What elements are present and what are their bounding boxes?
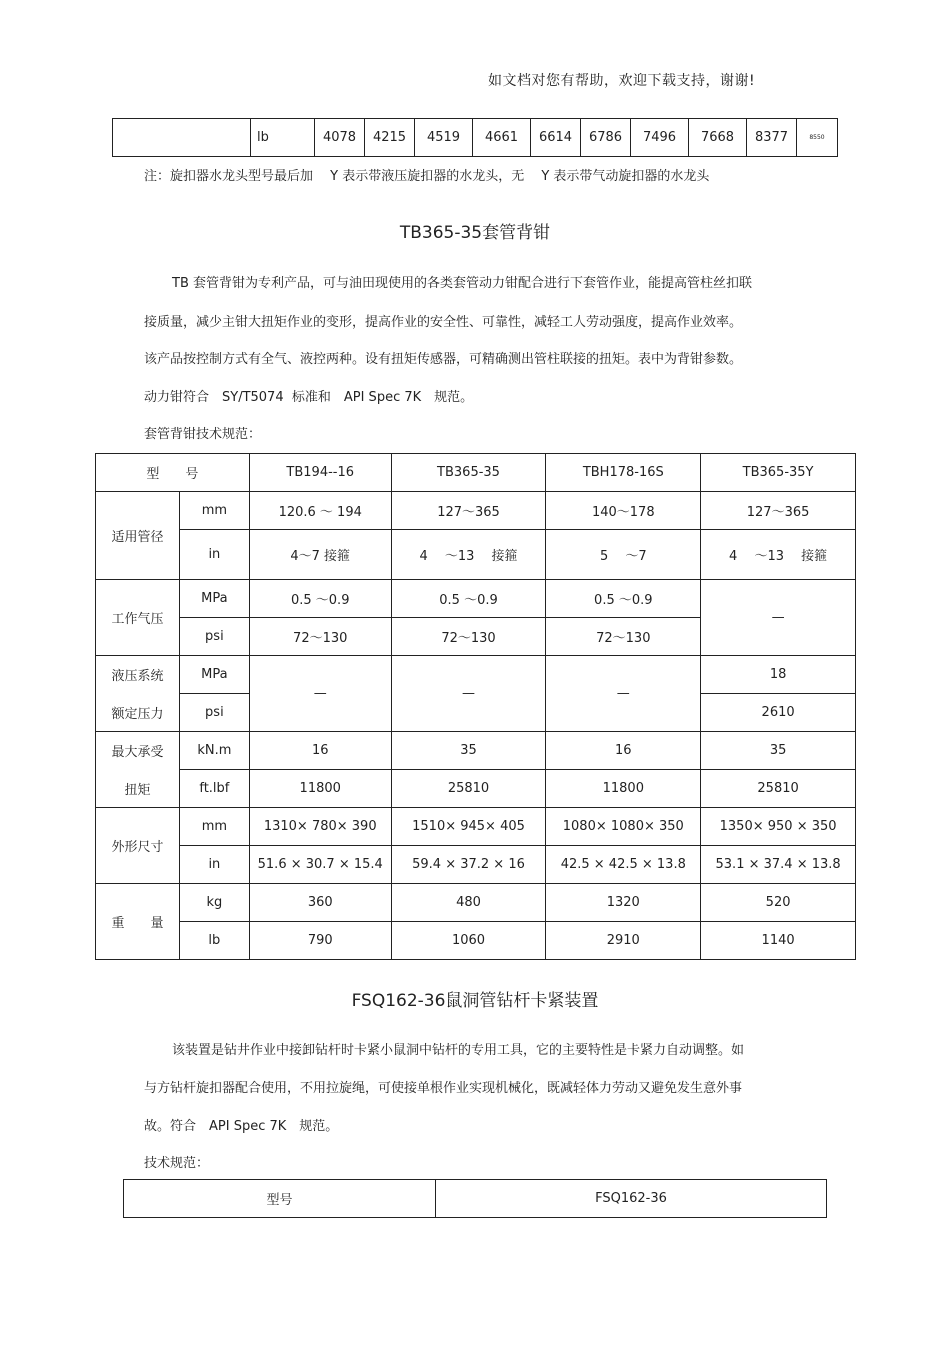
table-cell: 0.5 ～0.9 bbox=[249, 580, 391, 618]
paragraph: 套管背钳技术规范： bbox=[144, 427, 262, 442]
table-cell: psi bbox=[179, 694, 249, 732]
table-cell: 25810 bbox=[391, 770, 546, 808]
table-cell: 16 bbox=[249, 732, 391, 770]
table-cell: 140～178 bbox=[546, 492, 701, 530]
table-cell: 型号 bbox=[124, 1180, 436, 1218]
table-row bbox=[96, 454, 856, 492]
table-cell: mm bbox=[179, 808, 249, 846]
table-cell: 4 ～13 接箍 bbox=[391, 530, 546, 580]
table-cell: kN.m bbox=[179, 732, 249, 770]
table-cell: 工作气压 bbox=[96, 580, 180, 656]
table-cell: 2910 bbox=[546, 922, 701, 960]
paragraph: 动力钳符合 SY/T5074 标准和 API Spec 7K 规范。 bbox=[144, 390, 474, 405]
section-title-tb365: TB365-35套管背钳 bbox=[399, 223, 551, 243]
table-cell: 1350× 950 × 350 bbox=[701, 808, 856, 846]
table-cell: 11800 bbox=[546, 770, 701, 808]
table-cell: 42.5 × 42.5 × 13.8 bbox=[546, 846, 701, 884]
table-cell: — bbox=[249, 656, 391, 732]
table-cell: 适用管径 bbox=[96, 492, 180, 580]
table-cell: 型 号 bbox=[96, 454, 250, 492]
paragraph: 接质量，减少主钳大扭矩作业的变形，提高作业的安全性、可靠性，减轻工人劳动强度，提高作业效率。 bbox=[144, 315, 743, 330]
table-cell: in bbox=[179, 846, 249, 884]
table-cell: 16 bbox=[546, 732, 701, 770]
table-cell: 4519 bbox=[415, 119, 473, 157]
table-cell: lb bbox=[251, 119, 315, 157]
table-row bbox=[96, 530, 856, 580]
table-row bbox=[96, 656, 856, 694]
table-cell: kg bbox=[179, 884, 249, 922]
table-cell: 0.5 ～0.9 bbox=[391, 580, 546, 618]
table-cell: in bbox=[179, 530, 249, 580]
table-cell: 520 bbox=[701, 884, 856, 922]
paragraph: 该装置是钻井作业中接卸钻杆时卡紧小鼠洞中钻杆的专用工具，它的主要特性是卡紧力自动调整。如 bbox=[172, 1043, 745, 1058]
table-cell: 最大承受 bbox=[96, 732, 180, 770]
table-cell: 1320 bbox=[546, 884, 701, 922]
table-row bbox=[96, 732, 856, 770]
paragraph: 该产品按控制方式有全气、液控两种。设有扭矩传感器，可精确测出管柱联接的扭矩。表中为背钳参数。 bbox=[144, 352, 743, 367]
table-cell: 480 bbox=[391, 884, 546, 922]
table-row bbox=[124, 1180, 827, 1218]
table-cell: 72～130 bbox=[546, 618, 701, 656]
table-cell: 1140 bbox=[701, 922, 856, 960]
mousehole-clamp-spec-table bbox=[123, 1179, 827, 1218]
table-cell: 18 bbox=[701, 656, 856, 694]
table-cell: 25810 bbox=[701, 770, 856, 808]
table-cell: 0.5 ～0.9 bbox=[546, 580, 701, 618]
table-cell: psi bbox=[179, 618, 249, 656]
table-cell: 4078 bbox=[315, 119, 365, 157]
table-cell: 11800 bbox=[249, 770, 391, 808]
table-cell: 4661 bbox=[473, 119, 531, 157]
footnote: 注：旋扣器水龙头型号最后加 Y 表示带液压旋扣器的水龙头，无 Y 表示带气动旋扣器的水龙头 bbox=[144, 169, 710, 184]
page-header: 如文档对您有帮助，欢迎下载支持，谢谢! bbox=[488, 73, 756, 89]
table-cell: 8550 bbox=[797, 119, 838, 157]
spec-table-continued bbox=[112, 118, 838, 157]
table-cell: lb bbox=[179, 922, 249, 960]
table-cell: 额定压力 bbox=[96, 694, 180, 732]
table-cell: TB194--16 bbox=[249, 454, 391, 492]
table-cell: 72～130 bbox=[249, 618, 391, 656]
table-cell: 35 bbox=[391, 732, 546, 770]
table-cell: 7496 bbox=[631, 119, 689, 157]
table-cell: 59.4 × 37.2 × 16 bbox=[391, 846, 546, 884]
table-cell: 127～365 bbox=[391, 492, 546, 530]
table-cell: FSQ162-36 bbox=[436, 1180, 827, 1218]
table-cell: 4～7 接箍 bbox=[249, 530, 391, 580]
table-cell: 360 bbox=[249, 884, 391, 922]
table-cell: 1080× 1080× 350 bbox=[546, 808, 701, 846]
table-cell: 127～365 bbox=[701, 492, 856, 530]
table-cell: 51.6 × 30.7 × 15.4 bbox=[249, 846, 391, 884]
table-cell: 扭矩 bbox=[96, 770, 180, 808]
paragraph: 与方钻杆旋扣器配合使用，不用拉旋绳，可使接单根作业实现机械化，既减轻体力劳动又避免发生意外事 bbox=[144, 1081, 743, 1096]
table-cell: — bbox=[546, 656, 701, 732]
table-cell: 1310× 780× 390 bbox=[249, 808, 391, 846]
table-cell: 7668 bbox=[689, 119, 747, 157]
table-row bbox=[96, 580, 856, 618]
table-cell: 35 bbox=[701, 732, 856, 770]
table-cell: TB365-35 bbox=[391, 454, 546, 492]
paragraph: 技术规范： bbox=[144, 1156, 210, 1171]
table-cell: — bbox=[391, 656, 546, 732]
table-cell: 1510× 945× 405 bbox=[391, 808, 546, 846]
table-row bbox=[96, 492, 856, 530]
table-cell: 6614 bbox=[531, 119, 581, 157]
table-cell: 72～130 bbox=[391, 618, 546, 656]
table-cell: 120.6 ～ 194 bbox=[249, 492, 391, 530]
table-cell: 重 量 bbox=[96, 884, 180, 960]
section-title-fsq162: FSQ162-36鼠洞管钻杆卡紧装置 bbox=[351, 991, 599, 1011]
table-cell: 外形尺寸 bbox=[96, 808, 180, 884]
table-cell: 53.1 × 37.4 × 13.8 bbox=[701, 846, 856, 884]
table-cell bbox=[113, 119, 251, 157]
paragraph: 故。符合 API Spec 7K 规范。 bbox=[144, 1119, 339, 1134]
table-cell: — bbox=[701, 580, 856, 656]
table-row bbox=[96, 808, 856, 846]
table-cell: mm bbox=[179, 492, 249, 530]
table-cell: 5 ～7 bbox=[546, 530, 701, 580]
table-cell: 4 ～13 接箍 bbox=[701, 530, 856, 580]
table-cell: 4215 bbox=[365, 119, 415, 157]
table-row bbox=[96, 846, 856, 884]
table-cell: 6786 bbox=[581, 119, 631, 157]
table-cell: 液压系统 bbox=[96, 656, 180, 694]
paragraph: TB 套管背钳为专利产品，可与油田现使用的各类套管动力钳配合进行下套管作业，能提高管柱丝扣联 bbox=[172, 276, 752, 291]
table-cell: 790 bbox=[249, 922, 391, 960]
table-cell: 2610 bbox=[701, 694, 856, 732]
backup-tong-spec-table bbox=[95, 453, 856, 960]
table-cell: TBH178-16S bbox=[546, 454, 701, 492]
table-row bbox=[96, 884, 856, 922]
table-cell: MPa bbox=[179, 580, 249, 618]
table-cell: MPa bbox=[179, 656, 249, 694]
table-row bbox=[96, 770, 856, 808]
table-cell: TB365-35Y bbox=[701, 454, 856, 492]
table-row bbox=[113, 119, 838, 157]
table-cell: 1060 bbox=[391, 922, 546, 960]
table-cell: 8377 bbox=[747, 119, 797, 157]
table-cell: ft.lbf bbox=[179, 770, 249, 808]
table-row bbox=[96, 922, 856, 960]
